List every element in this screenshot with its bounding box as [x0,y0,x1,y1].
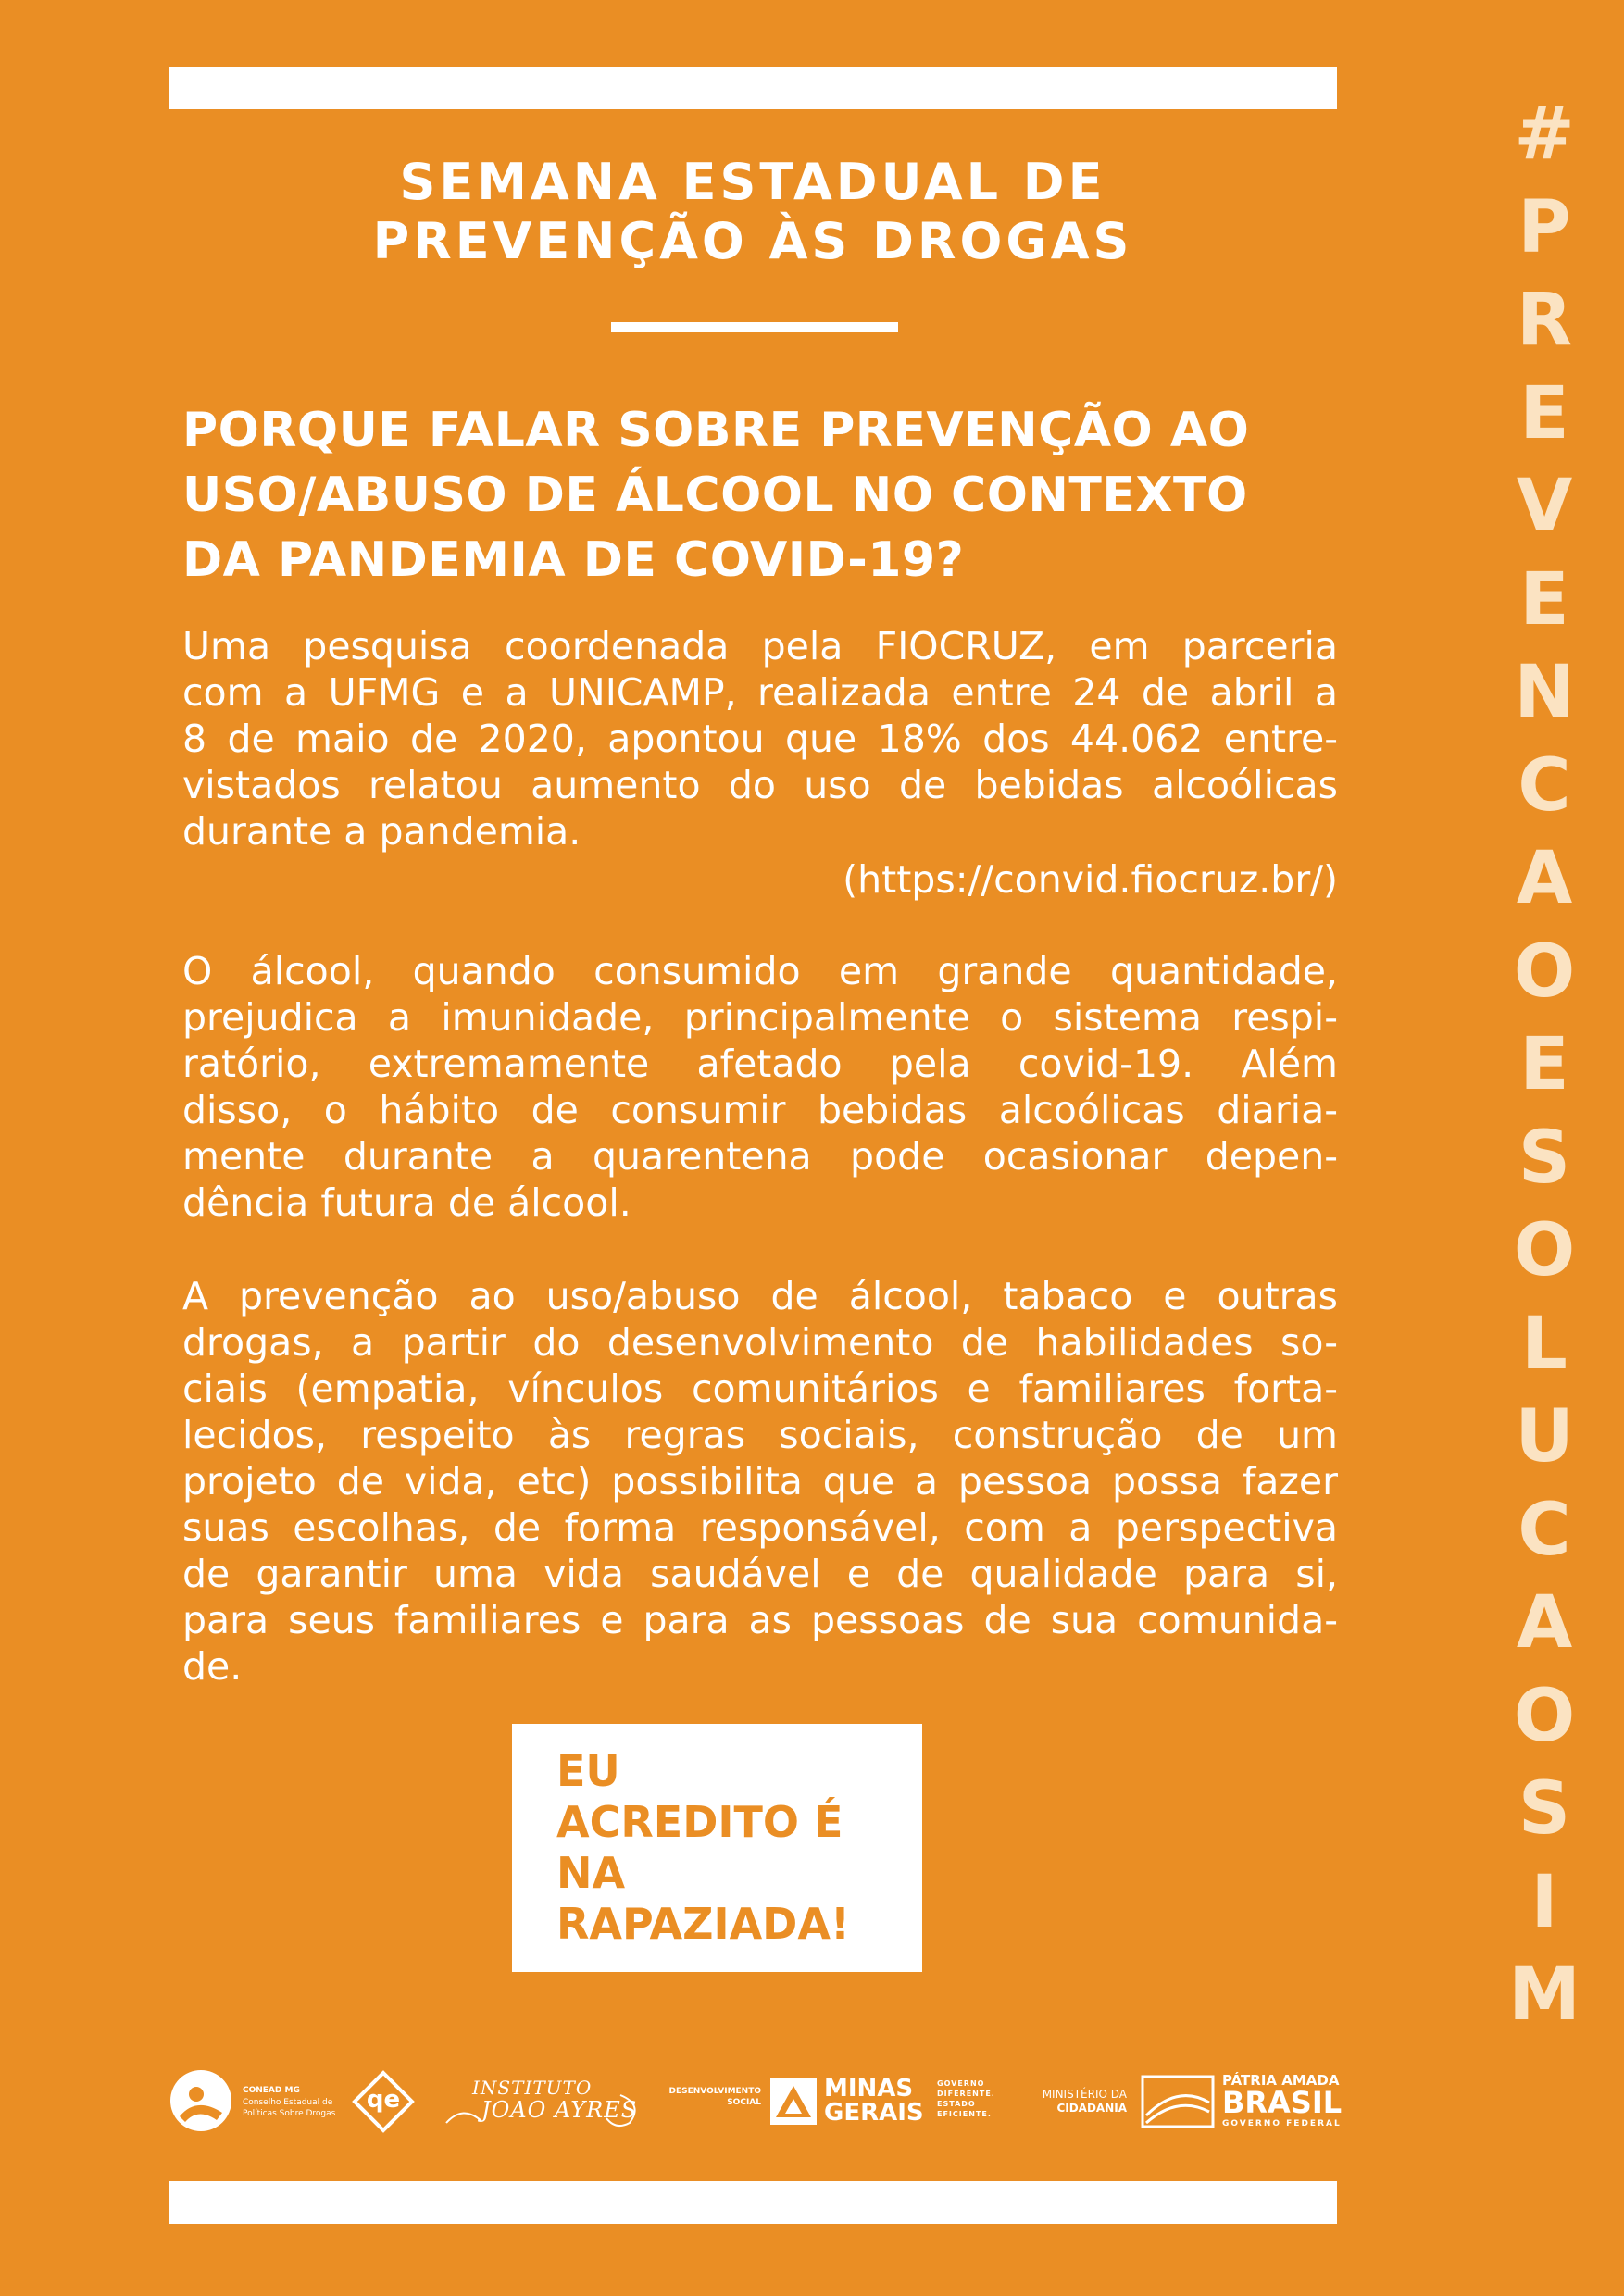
side-hashtag-letter: # [1514,93,1575,176]
paragraph-line: com a UFMG e a UNICAMP, realizada entre 24 de abril a [182,670,1338,715]
minas-slogan-line: DIFERENTE. [937,2090,995,2098]
side-hashtag-letter: V [1516,465,1573,548]
side-hashtag-letter: E [1519,371,1569,455]
minas-gerais-logo [770,2077,1011,2132]
paragraph-prevention [182,1273,1338,1690]
side-hashtag-letter: P [1518,185,1571,269]
conead-logo [169,2068,336,2135]
paragraph-line: suas escolhas, de forma responsável, com a perspectiva [182,1505,1338,1550]
side-hashtag-letter: C [1518,1488,1571,1572]
patria-text: PÁTRIA AMADA [1222,2072,1340,2089]
qe-logo [352,2070,417,2133]
paragraph-line: projeto de vida, etc) possibilita que a pessoa possa fazer [182,1459,1338,1504]
side-hashtag-letter: E [1519,1023,1569,1106]
paragraph-line: drogas, a partir do desenvolvimento de habilidades so- [182,1320,1338,1365]
conead-emblem-icon [169,2068,233,2133]
paragraph-line: O álcool, quando consumido em grande quantidade, [182,949,1338,993]
cta-line: ACREDITO É [556,1797,843,1847]
instituto-logo [444,2077,648,2132]
paragraph-line: lecidos, respeito às regras sociais, construção de um [182,1413,1338,1457]
dev-social-line: DESENVOLVIMENTO [668,2087,761,2096]
side-hashtag-letter: U [1515,1395,1574,1479]
governo-federal-text: GOVERNO FEDERAL [1222,2119,1342,2128]
instituto-line: JOAO AYRES [481,2097,638,2123]
minas-slogan-line: EFICIENTE. [937,2110,992,2118]
cta-line: EU [556,1746,620,1796]
paragraph-line: ratório, extremamente afetado pela covid-19. Além [182,1042,1338,1086]
side-hashtag-letter: S [1518,1116,1571,1200]
conead-subtitle: Conselho Estadual de [243,2098,333,2107]
dev-social-line: SOCIAL [727,2098,761,2107]
side-hashtag-letter: C [1518,743,1571,828]
paragraph-line: para seus familiares e para as pessoas de sua comunida- [182,1598,1338,1642]
conead-subtitle: Políticas Sobre Drogas [243,2109,336,2118]
side-hashtag-letter: R [1516,279,1573,362]
paragraph-line: disso, o hábito de consumir bebidas alcoólicas diaria- [182,1088,1338,1132]
paragraph-line: prejudica a imunidade, principalmente o sistema respi- [182,995,1338,1040]
paragraph-line: ciais (empatia, vínculos comunitários e familiares forta- [182,1366,1338,1411]
event-title [169,153,1337,271]
minas-slogan-line: ESTADO [937,2100,976,2108]
side-hashtag-letter: A [1516,1581,1573,1665]
headline-line: PORQUE FALAR SOBRE PREVENÇÃO AO [182,403,1250,458]
event-title-line: PREVENÇÃO ÀS DROGAS [372,212,1133,270]
qe-text: qe [366,2086,401,2114]
brasil-text: BRASIL [1222,2085,1343,2120]
conead-name: CONEAD MG [243,2086,300,2095]
ministerio-line: CIDADANIA [1056,2102,1127,2115]
ministerio-cidadania-logo [1025,2088,1127,2125]
side-hashtag-letter: N [1514,651,1575,734]
paragraph-line: vistados relatou aumento do uso de bebidas alcoólicas [182,763,1338,807]
side-hashtag-letter: O [1513,930,1576,1014]
paragraph-line: de garantir uma vida saudável e de qualidade para si, [182,1552,1338,1596]
bottom-white-bar [169,2181,1337,2224]
minas-slogan-line: GOVERNO [937,2079,985,2088]
minas-slogan [937,2078,995,2119]
paragraph-line: A prevenção ao uso/abuso de álcool, tabaco e outras [182,1274,1338,1318]
side-hashtag-letter: E [1519,557,1569,642]
paragraph-line: Uma pesquisa coordenada pela FIOCRUZ, em parceria [182,624,1338,668]
brasil-flag-icon [1141,2075,1215,2128]
side-hashtag-letter: L [1521,1302,1568,1386]
cta-box [512,1724,922,1972]
side-hashtag-letter: O [1513,1674,1576,1758]
side-hashtag-letter: I [1530,1860,1558,1944]
source-link[interactable]: (https://convid.fiocruz.br/) [843,857,1338,902]
instituto-line: INSTITUTO [472,2077,593,2099]
ministerio-line: MINISTÉRIO DA [1042,2088,1127,2101]
cta-text [556,1746,850,1950]
minas-line: GERAIS [824,2099,924,2127]
side-hashtag [1507,88,1581,2042]
patria-amada-brasil-logo [1141,2071,1343,2130]
cta-line: NA [556,1848,626,1898]
minas-triangle-icon [770,2078,817,2125]
side-hashtag-letter: S [1518,1767,1571,1851]
headline [182,398,1338,593]
paragraph-line: mente durante a quarentena pode ocasionar depen- [182,1134,1338,1179]
partner-logos [169,2060,1343,2143]
cta-line: RAPAZIADA! [556,1899,850,1949]
headline-line: USO/ABUSO DE ÁLCOOL NO CONTEXTO [182,468,1248,523]
paragraph-line: 8 de maio de 2020, apontou que 18% dos 44.062 entre- [182,717,1338,761]
side-hashtag-letter: A [1516,837,1573,920]
paragraph-survey [182,623,1338,855]
instituto-swash-icon [444,2077,648,2132]
desenvolvimento-social-logo [668,2086,761,2114]
paragraph-alcohol-immunity [182,948,1338,1226]
paragraph-line: de. [182,1644,243,1689]
title-divider [611,322,898,332]
minas-line: MINAS [824,2075,914,2103]
paragraph-line: dência futura de álcool. [182,1180,631,1225]
side-hashtag-letter: M [1508,1953,1580,2037]
event-title-line: SEMANA ESTADUAL DE [399,153,1106,211]
top-white-bar [169,67,1337,109]
headline-line: DA PANDEMIA DE COVID-19? [182,532,965,588]
paragraph-line: durante a pandemia. [182,809,581,854]
side-hashtag-letter: O [1513,1209,1576,1292]
